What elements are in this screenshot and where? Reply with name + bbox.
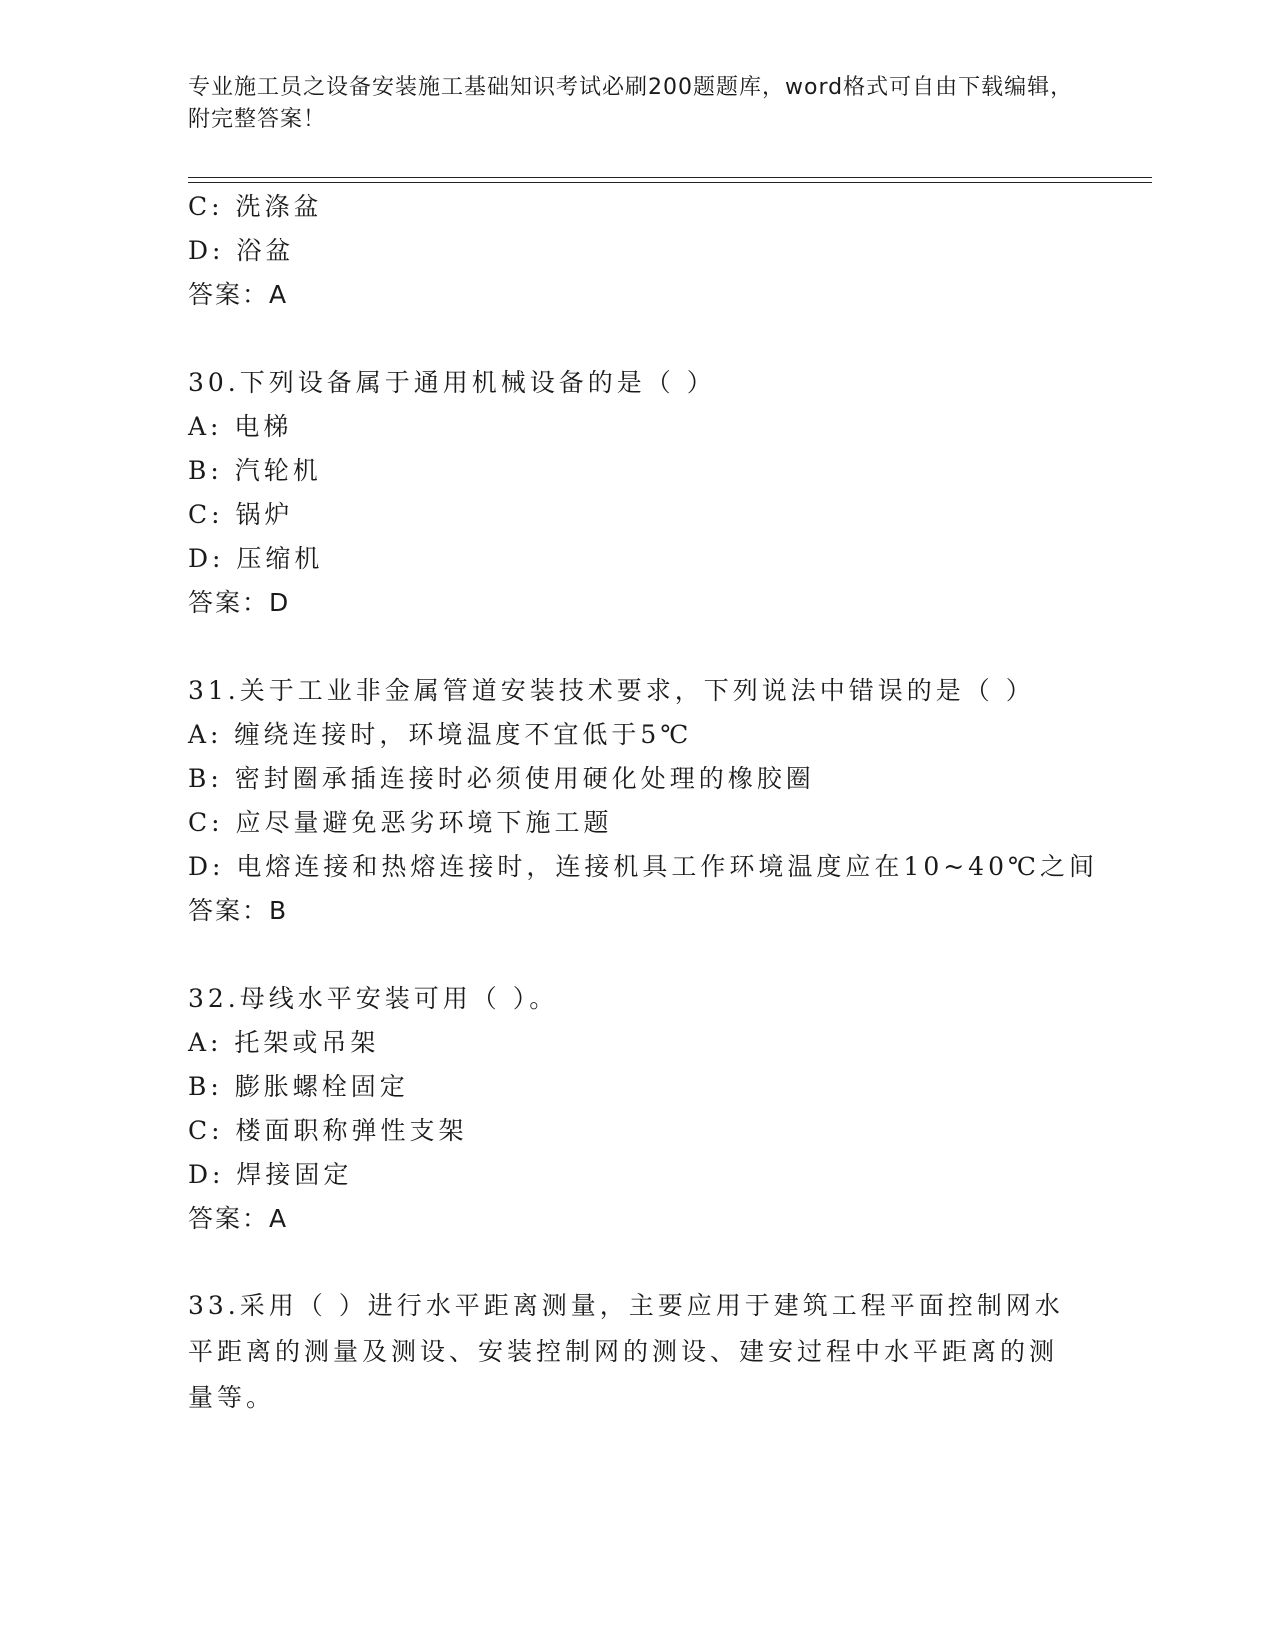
q31-option-d: D: 电熔连接和热熔连接时，连接机具工作环境温度应在10~40℃之间 xyxy=(188,852,1098,881)
q30-stem: 30.下列设备属于通用机械设备的是（ ） xyxy=(188,368,716,397)
q30-option-c: C: 锅炉 xyxy=(188,500,294,529)
q29-option-d: D: 浴盆 xyxy=(188,236,295,265)
q30-option-b: B: 汽轮机 xyxy=(188,456,322,485)
q30-option-d: D: 压缩机 xyxy=(188,544,324,573)
q29-option-c: C: 洗涤盆 xyxy=(188,192,323,221)
q32-option-c: C: 楼面职称弹性支架 xyxy=(188,1116,468,1145)
q30-answer: 答案：D xyxy=(188,588,291,617)
q31-option-b: B: 密封圈承插连接时必须使用硬化处理的橡胶圈 xyxy=(188,764,815,793)
header-rule-top xyxy=(188,177,1152,178)
q32-option-a: A: 托架或吊架 xyxy=(188,1028,380,1057)
q31-option-a: A: 缠绕连接时，环境温度不宜低于5℃ xyxy=(188,720,693,749)
q32-answer: 答案：A xyxy=(188,1204,289,1233)
q32-stem: 32.母线水平安装可用（ ）。 xyxy=(188,984,559,1013)
q32-option-b: B: 膨胀螺栓固定 xyxy=(188,1072,409,1101)
q33-stem: 33.采用（ ）进行水平距离测量，主要应用于建筑工程平面控制网水平距离的测量及测设、安装控制网的测设、建安过程中水平距离的测量等。 xyxy=(188,1291,1064,1412)
q31-answer: 答案：B xyxy=(188,896,289,925)
q30-option-a: A: 电梯 xyxy=(188,412,293,441)
document-header: 专业施工员之设备安装施工基础知识考试必刷200题题库，word格式可自由下载编辑，附完整答案！ xyxy=(188,75,1074,132)
header-rule-bottom xyxy=(188,182,1152,183)
q31-option-c: C: 应尽量避免恶劣环境下施工题 xyxy=(188,808,613,837)
q29-answer: 答案：A xyxy=(188,280,289,309)
q31-stem: 31.关于工业非金属管道安装技术要求，下列说法中错误的是（ ） xyxy=(188,676,1035,705)
q32-option-d: D: 焊接固定 xyxy=(188,1160,353,1189)
